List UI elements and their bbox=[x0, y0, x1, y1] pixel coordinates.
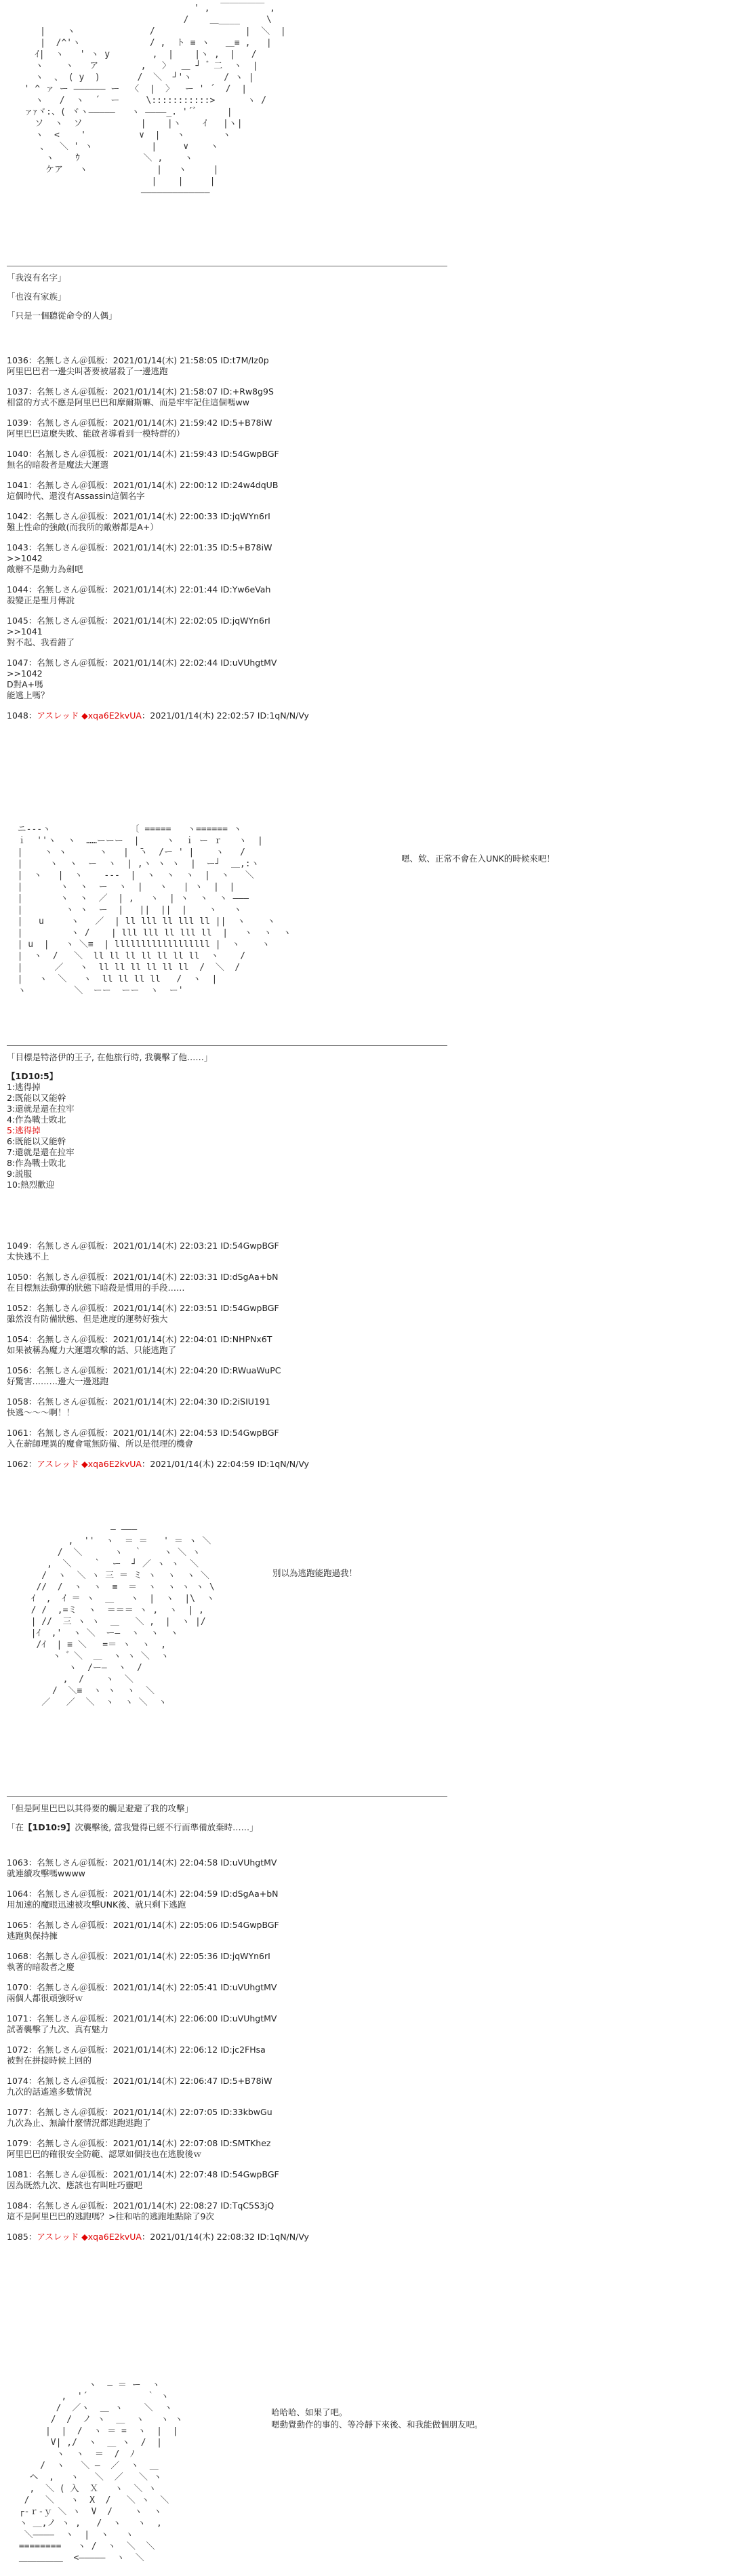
post bbox=[7, 2045, 468, 2066]
post bbox=[7, 355, 468, 377]
post-header: 1063：名無しさん＠狐板：2021/01/14(木) 22:04:58 ID:uVUhgtMV bbox=[7, 1857, 277, 1868]
quote-line: 「目標是特洛伊的王子, 在他旅行時, 我襲擊了他……」 bbox=[7, 1052, 213, 1062]
divider bbox=[7, 1045, 447, 1046]
ascii-art: ― ――― , '' ヽ ＝ ＝ ' ＝ ヽ ＼ / ＼ ヽ ｀ ヽ ＼ ヽ , ＼ ｀ ー ┘ ／ ヽ ヽ ＼ / ヽ ＼ ヽ 三 ＝ ミ ヽ ヽ ヽ ＼ // / ヽ ヽ ≡ ＝ ヽ ヽ ヽ ヽ \ ｲ , ｲ ＝ ヽ ＿ ヽ | ヽ |\ ヽ / / ,=ミ ヽ ＝＝＝ ヽ , ヽ | , | // 三 ヽ ヽ ＿ ＼ , | ヽ |/ |ｲ ,' ヽ ＼ ー― ヽ ヽ ヽ /ｲ | ≡ ＼ =＝ ヽ ヽ , ヽ ゙ ＼ ＿ ヽ ヽ ＼ ヽ ヽ /ー― ヽ / , / ヽ ＼ / ＼≡ ヽ ヽ ヽ ＼ ／ ／ ＼ ヽ ヽ ＼ ヽ bbox=[30, 1525, 215, 1708]
post-header: 1061：名無しさん＠狐板：2021/01/14(木) 22:04:53 ID:54GwpBGF bbox=[7, 1428, 279, 1438]
choice-item: 1:逃得掉 bbox=[7, 1082, 41, 1092]
post bbox=[7, 2138, 468, 2160]
post-header: 1070：名無しさん＠狐板：2021/01/14(木) 22:05:41 ID:uVUhgtMV bbox=[7, 1982, 277, 1992]
post-header: 1072：名無しさん＠狐板：2021/01/14(木) 22:06:12 ID:jc2FHsa bbox=[7, 2045, 266, 2055]
post-header: 1079：名無しさん＠狐板：2021/01/14(木) 22:07:08 ID:SMTKhez bbox=[7, 2138, 271, 2148]
choice-item: 10:熱烈歡迎 bbox=[7, 1180, 55, 1190]
post-body: 用加速的魔眼迅速被攻擊UNK後、就只剩下逃跑 bbox=[7, 1899, 186, 1910]
post-header: 1056：名無しさん＠狐板：2021/01/14(木) 22:04:20 ID:RWuaWuPC bbox=[7, 1365, 281, 1375]
post bbox=[7, 1428, 468, 1449]
post-header: 1041：名無しさん＠狐板：2021/01/14(木) 22:00:12 ID:24w4dqUB bbox=[7, 480, 279, 490]
ascii-art-2 bbox=[7, 824, 291, 997]
post-body: 殺變正是聖月傳說 bbox=[7, 595, 75, 605]
post bbox=[7, 584, 468, 606]
post-header: 1039：名無しさん＠狐板：2021/01/14(木) 21:59:42 ID:5+B78iW bbox=[7, 418, 272, 428]
post-body: 雖然沒有防備狀態、但是進度的運勢好強大 bbox=[7, 1314, 168, 1324]
post-header: 1042：名無しさん＠狐板：2021/01/14(木) 22:00:33 ID:jqWYn6rI bbox=[7, 511, 270, 521]
post-body: 這不是阿里巴巴的逃跑嗎？>往和咕的逃跑地點除了9次 bbox=[7, 2211, 214, 2221]
post bbox=[7, 2200, 468, 2222]
ascii-art: ニ---ヽ 〔 ===== ヽ====== ヽ ｉ ''ヽ ヽ ……ーーー | ヽ ｉ ー ｒ ヽ | | ヽ ヽ ヽ | ̄ヽ /ー ' | ヽ / | ヽ ヽ ー ヽ | ,ヽ ヽ ヽ | ー┘ ＿,:ヽ | ヽ | ヽ --- | ヽ ヽ ヽ | ヽ ＼ | ヽ ヽ ー ヽ | ヽ | ヽ | | | ヽ ヽ ／ | , ヽ | ヽ ヽ ヽ ――― | ヽ ヽ ー | || || | ヽ ヽ | u ヽ ／ | ll lll ll lll ll || ヽ ヽ | ヽ / | lll lll ll lll ll | ヽ ヽ ヽ | u | ヽ ＼≡ | llllllllllllllllll | ヽ ヽ | ヽ / ＼ ll ll ll ll ll ll ll ヽ / | ／ ヽ ll ll ll ll ll ll / ＼ / | ヽ ＼ ヽ ll ll ll ll / ヽ | ヽ ＼ ーー ーー ヽ ー' bbox=[17, 824, 291, 996]
post-header: 1047：名無しさん＠狐板：2021/01/14(木) 22:02:44 ID:uVUhgtMV bbox=[7, 658, 277, 668]
post-header: 1058：名無しさん＠狐板：2021/01/14(木) 22:04:30 ID:2iSIU191 bbox=[7, 1396, 270, 1407]
post bbox=[7, 449, 468, 470]
choice-item-selected: 5:逃得掉 bbox=[7, 1125, 41, 1135]
post bbox=[7, 658, 468, 701]
post-header: 1040：名無しさん＠狐板：2021/01/14(木) 21:59:43 ID:54GwpBGF bbox=[7, 449, 279, 459]
post-header: 1077：名無しさん＠狐板：2021/01/14(木) 22:07:05 ID:33kbwGu bbox=[7, 2107, 272, 2117]
divider bbox=[7, 1796, 447, 1797]
post-body: 阿里巴巴這麼失敗、能啟者導看到一模特群的） bbox=[7, 428, 185, 439]
narration-block-2 bbox=[7, 1052, 468, 1190]
post bbox=[7, 1241, 468, 1262]
dice-result: 【1D10:5】 bbox=[7, 1071, 58, 1081]
quote-line: 「我沒有名字」 bbox=[7, 273, 66, 283]
quote-line: 「但是阿里巴巴以其得要的觸足避避了我的攻擊」 bbox=[7, 1803, 194, 1813]
post-header: 1036：名無しさん＠狐板：2021/01/14(木) 21:58:05 ID:t7M/Iz0p bbox=[7, 355, 269, 365]
post bbox=[7, 1334, 468, 1356]
dice-result: 【1D10:9】 bbox=[24, 1822, 75, 1832]
post-body: 這個時代、還沒有Assassin這個名字 bbox=[7, 491, 145, 501]
post bbox=[7, 2107, 468, 2129]
op-post-header: 1048：アスレッド ◆xqa6E2kvUA：2021/01/14(木) 22:02:57 ID:1qN/N/Vy bbox=[7, 710, 309, 721]
post-body: 阿里巴巴君一邊尖叫著要被屠殺了一邊逃跑 bbox=[7, 366, 168, 376]
choice-item: 6:既能以又能幹 bbox=[7, 1136, 66, 1146]
post bbox=[7, 1857, 468, 1879]
post-body: 無名的暗殺者是魔法大運選 bbox=[7, 460, 109, 470]
speech-text: 嗯、欸、正常不會在入UNK的時候來吧！ bbox=[401, 853, 555, 864]
choice-item: 9:説服 bbox=[7, 1169, 33, 1179]
post-body: 難上性命的強敵(而我所的敵辦都是A+） bbox=[7, 522, 159, 532]
post-body: 在目標無法動彈的狀態下暗殺是慣用的手段…… bbox=[7, 1283, 185, 1293]
narration-block-3 bbox=[7, 1803, 468, 1833]
post-body: 試著襲擊了九次、真有魅力 bbox=[7, 2024, 109, 2034]
post-header: 1044：名無しさん＠狐板：2021/01/14(木) 22:01:44 ID:Yw6eVah bbox=[7, 584, 271, 595]
post-body: 快逃～～～啊！！ bbox=[7, 1407, 75, 1417]
post-body: >>1042 敵辦不是動力為劍吧 bbox=[7, 553, 83, 574]
post-header: 1043：名無しさん＠狐板：2021/01/14(木) 22:01:35 ID:5+B78iW bbox=[7, 542, 272, 552]
post bbox=[7, 1889, 468, 1910]
thread-posts-1 bbox=[7, 355, 468, 721]
post bbox=[7, 480, 468, 502]
speech-text: 別以為逃跑能跑過我！ bbox=[272, 1568, 358, 1578]
post-body: 九次為止、無論什麼情況都逃跑逃跑了 bbox=[7, 2118, 151, 2128]
ascii-art-4 bbox=[14, 2379, 183, 2564]
op-post-header: 1085：アスレッド ◆xqa6E2kvUA：2021/01/14(木) 22:08:32 ID:1qN/N/Vy bbox=[7, 2232, 309, 2242]
ascii-art: ヽ ― ＝ ー ヽ , '´ ｀ ヽ / ／ヽ ＿ ヽ ＼ ヽ / / ノ ヽ ＿ ヽ ヽ ヽ | | / ヽ ＝ = ヽ | | V| ,/ ヽ ＿ ヽ / | ヽ ヽ ＝ / ﾉ / ヽ ＼ ― ／ ヽ ＿ ヘ , ヽ ＼ ／ ＼ ヽ , ＼ ( 入 Ｘ ヽ ＼ ヽ / ＼ ヽ X / ＼ ヽ ＼ ┌-ｒ-ｙ ＼ ヽ V / ヽ ヽ ヽ ＿,ノ ヽ , / ヽ ヽ , ＼―――― ヽ | ヽ ヽ ======== ヽ / ヽ ＼ ＼ ＿＿＿＿＿ <――――― ヽ ＼ bbox=[18, 2380, 184, 2563]
post-header: 1052：名無しさん＠狐板：2021/01/14(木) 22:03:51 ID:54GwpBGF bbox=[7, 1303, 279, 1313]
post bbox=[7, 542, 468, 575]
post-body: >>1042 D對A+嗎 能逃上嗎？ bbox=[7, 668, 49, 700]
post bbox=[7, 1365, 468, 1387]
post-body: 如果被稱為魔力大運選攻擊的話、只能逃跑了 bbox=[7, 1345, 177, 1355]
post bbox=[7, 1396, 468, 1418]
post-body: 好驚害………邊大一邊逃跑 bbox=[7, 1376, 109, 1386]
op-post-header: 1062：アスレッド ◆xqa6E2kvUA：2021/01/14(木) 22:04:59 ID:1qN/N/Vy bbox=[7, 1459, 309, 1469]
choice-item: 2:既能以又能幹 bbox=[7, 1093, 66, 1103]
post-body: >>1041 對不起、我看錯了 bbox=[7, 626, 75, 647]
op-name: アスレッド ◆xqa6E2kvUA bbox=[37, 710, 142, 721]
post bbox=[7, 2013, 468, 2035]
post bbox=[7, 2169, 468, 2191]
post bbox=[7, 1982, 468, 2004]
speech-text: 哈哈哈、如果了吧。 嗯動覺動作的事的、等冷靜下來後、和我能做個朋友吧。 bbox=[271, 2407, 483, 2430]
post-header: 1084：名無しさん＠狐板：2021/01/14(木) 22:08:27 ID:TqC5S3jQ bbox=[7, 2200, 274, 2211]
post-body: 就連續攻擊嗎wwww bbox=[7, 1868, 85, 1878]
post bbox=[7, 386, 468, 408]
quote-line: 「也沒有家族」 bbox=[7, 291, 66, 302]
thread-posts-2 bbox=[7, 1241, 468, 1470]
post-header: 1064：名無しさん＠狐板：2021/01/14(木) 22:04:59 ID:dSgAa+bN bbox=[7, 1889, 279, 1899]
post-body: 太快逃不上 bbox=[7, 1251, 49, 1262]
post bbox=[7, 1920, 468, 1941]
narration-block-1 bbox=[7, 273, 468, 321]
post-body: 被對在拼接時候上回的 bbox=[7, 2055, 92, 2066]
choice-item: 7:還就是還在拉牢 bbox=[7, 1147, 75, 1157]
post bbox=[7, 1951, 468, 1973]
post-header: 1045：名無しさん＠狐板：2021/01/14(木) 22:02:05 ID:jqWYn6rI bbox=[7, 616, 270, 626]
ascii-art: ' , ￣￣￣￣￣ , / ＿____ \ | ヽ / | ＼ | | /^'ヽ / , ト ≡ ヽ ＿≡ , | ｲ| ヽ ' ヽ y , | |ヽ , | / ヽ ヽ ア , 〉 ＿ ┘ ゙ 二 ヽ | ヽ 、 ( y ) / ＼ ┘'ヽ / ヽ | ' ^ ァ ー ―――――― ー 〈 | 〉 ー ' ´ / | ヽ / ヽ ´ ー \:::::::::::> ヽ / ァｧヾ:、( ヾヽ――――― ヽ ――――_. '´ ゙ | ソ ヽ ソ | |ヽ ｲ |ヽ| ヽ < ' ∨ | ヽ ヽ 、 ＼ ' ヽ | ∨ ヽ ヽ ｳ ＼ , ヽ ケア ヽ | ヽ | | | | ――――――――――――― bbox=[24, 3, 286, 198]
post-header: 1037：名無しさん＠狐板：2021/01/14(木) 21:58:07 ID:+Rw8g9S bbox=[7, 386, 274, 397]
post-header: 1068：名無しさん＠狐板：2021/01/14(木) 22:05:36 ID:jqWYn6rI bbox=[7, 1951, 270, 1961]
post-body: 入在薪師理異的魔會電無防備、所以是很理的機會 bbox=[7, 1438, 194, 1449]
thread-posts-3 bbox=[7, 1857, 468, 2242]
post bbox=[7, 1303, 468, 1325]
post bbox=[7, 616, 468, 648]
post-body: 九次的話遙遠多數情況 bbox=[7, 2087, 92, 2097]
post-header: 1081：名無しさん＠狐板：2021/01/14(木) 22:07:48 ID:54GwpBGF bbox=[7, 2169, 279, 2179]
choice-item: 3:還就是還在拉牢 bbox=[7, 1104, 75, 1114]
post bbox=[7, 418, 468, 439]
post-body: 相當的方式不應是阿里巴巴和摩爾斯嘛、而是牢牢記住這個嗎ww bbox=[7, 397, 249, 407]
choice-item: 4:作為戰士敗北 bbox=[7, 1114, 66, 1125]
dice-line: 「在【1D10:9】次襲擊後, 當我覺得已經不行而準備放棄時……」 bbox=[7, 1822, 258, 1832]
post-header: 1050：名無しさん＠狐板：2021/01/14(木) 22:03:31 ID:dSgAa+bN bbox=[7, 1272, 279, 1282]
post-header: 1074：名無しさん＠狐板：2021/01/14(木) 22:06:47 ID:5+B78iW bbox=[7, 2076, 272, 2086]
op-name: アスレッド ◆xqa6E2kvUA bbox=[37, 2232, 142, 2242]
post-body: 因為既然九次、應該也有叫吐巧靈吧 bbox=[7, 2180, 143, 2190]
post bbox=[7, 511, 468, 533]
op-name: アスレッド ◆xqa6E2kvUA bbox=[37, 1459, 142, 1469]
post-header: 1065：名無しさん＠狐板：2021/01/14(木) 22:05:06 ID:54GwpBGF bbox=[7, 1920, 279, 1930]
post-header: 1049：名無しさん＠狐板：2021/01/14(木) 22:03:21 ID:54GwpBGF bbox=[7, 1241, 279, 1251]
quote-line: 「只是一個聽從命令的人偶」 bbox=[7, 310, 117, 321]
post bbox=[7, 2076, 468, 2097]
post-body: 兩個人都很頑強呀ｗ bbox=[7, 1993, 83, 2003]
post-header: 1071：名無しさん＠狐板：2021/01/14(木) 22:06:00 ID:uVUhgtMV bbox=[7, 2013, 277, 2024]
post-body: 阿里巴巴的確很安全防範、認眾如個技也在逃脫後ｗ bbox=[7, 2149, 202, 2159]
ascii-art-3 bbox=[20, 1524, 215, 1708]
post-body: 執著的暗殺者之慶 bbox=[7, 1962, 75, 1972]
post bbox=[7, 1272, 468, 1293]
post-body: 逃跑與保持擁 bbox=[7, 1931, 58, 1941]
ascii-art-top bbox=[14, 3, 286, 199]
choice-item: 8:作為戰士敗北 bbox=[7, 1158, 66, 1168]
post-header: 1054：名無しさん＠狐板：2021/01/14(木) 22:04:01 ID:NHPNx6T bbox=[7, 1334, 272, 1344]
